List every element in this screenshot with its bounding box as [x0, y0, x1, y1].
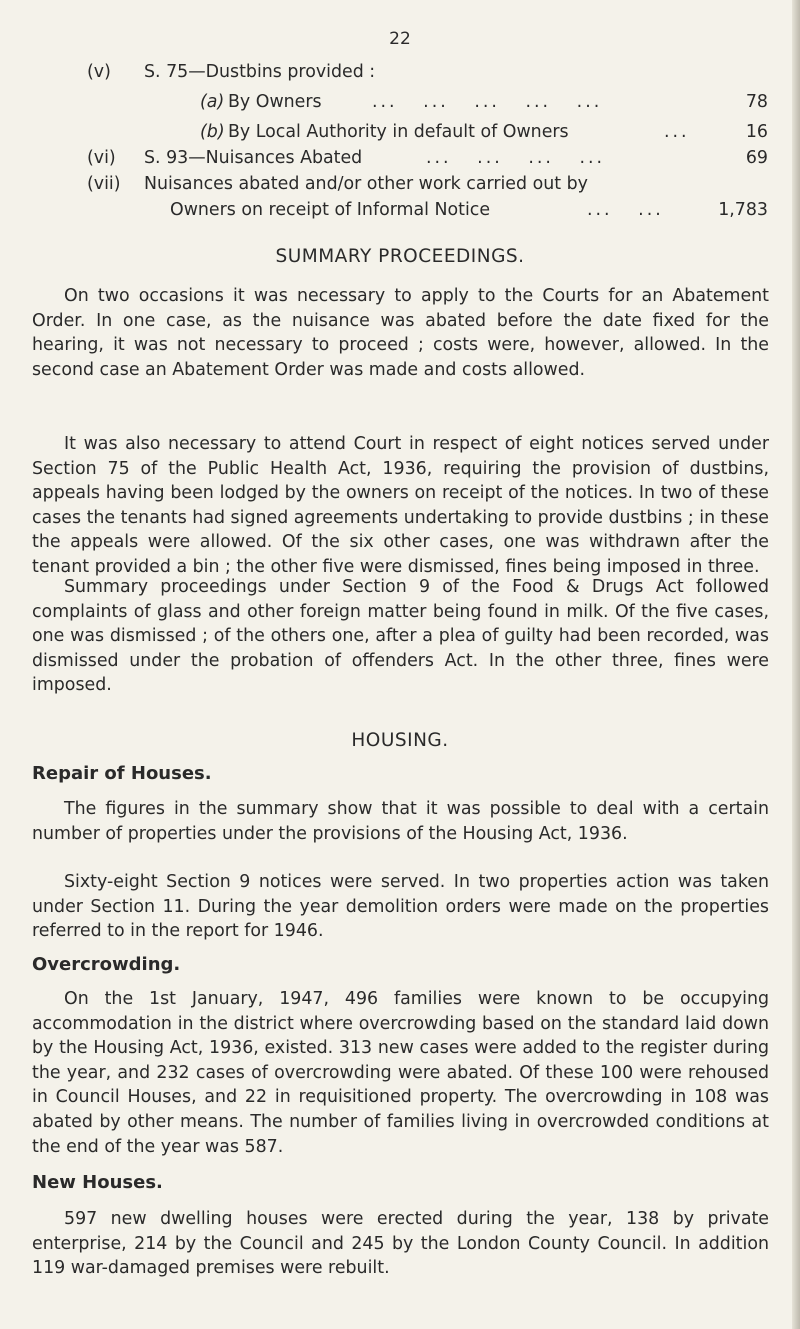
- item-value: 16: [745, 122, 768, 142]
- summary-heading: SUMMARY PROCEEDINGS.: [275, 246, 525, 267]
- item-number: (v): [87, 62, 111, 82]
- summary-paragraph-2: It was also necessary to attend Court in respect of eight notices served under Section 75 of the Public Health Act, 1936, requiring the provision of dustbins, appeals having been lodged by the owners on receipt of the notices. In two of these cases the tenants had signed agreements undertaking to provide dustbins ; in these the appeals were allowed. Of the six other cases, one was withdrawn after the tenant provided a bin ; the other five were dismissed, fines being imposed in three.: [32, 434, 769, 577]
- item-value: 1,783: [718, 200, 768, 220]
- summary-paragraph-1: On two occasions it was necessary to apply to the Courts for an Abatement Order. In one case, as the nuisance was abated before the date fixed for the hearing, it was not necessary to proceed ; costs were, however, allowed. In the second case an Abatement Order was made and costs allowed.: [32, 286, 769, 380]
- item-text: By Local Authority in default of Owners: [228, 122, 569, 142]
- housing-heading: HOUSING.: [351, 730, 449, 751]
- leader-dots: ... ...: [587, 200, 664, 220]
- item-number: (b): [200, 122, 225, 142]
- repair-paragraph-2: Sixty-eight Section 9 notices were served. In two properties action was taken under Section 11. During the year demolition orders were made on the properties referred to in the report for 1946.: [32, 872, 769, 942]
- page-number: 22: [389, 29, 411, 49]
- item-value: 78: [745, 92, 768, 112]
- item-number: (a): [200, 92, 225, 112]
- item-text: By Owners: [228, 92, 322, 112]
- leader-dots: ... ... ... ...: [426, 148, 606, 168]
- overcrowding-title: Overcrowding.: [32, 954, 181, 975]
- leader-dots: ... ... ... ... ...: [372, 92, 603, 112]
- leader-dots: ...: [664, 122, 690, 142]
- repair-of-houses-title: Repair of Houses.: [32, 763, 212, 784]
- item-number: (vii): [87, 174, 121, 194]
- item-text: S. 93—Nuisances Abated: [144, 148, 363, 168]
- summary-paragraph-3: Summary proceedings under Section 9 of the Food & Drugs Act followed complaints of glass and other foreign matter being found in milk. Of the five cases, one was dismissed ; of the others one, after a plea of guilty had been recorded, was dismissed under the probation of offenders Act. In the other three, fines were imposed.: [32, 577, 769, 696]
- new-houses-title: New Houses.: [32, 1172, 163, 1193]
- page-edge-shadow: [792, 0, 800, 1329]
- item-text: S. 75—Dustbins provided :: [144, 62, 376, 82]
- item-number: (vi): [87, 148, 116, 168]
- item-value: 69: [745, 148, 768, 168]
- repair-paragraph-1: The figures in the summary show that it was possible to deal with a certain number of properties under the provisions of the Housing Act, 1936.: [32, 799, 769, 844]
- item-text: Owners on receipt of Informal Notice: [170, 200, 491, 220]
- overcrowding-paragraph: On the 1st January, 1947, 496 families were known to be occupying accommodation in the district where overcrowding based on the standard laid down by the Housing Act, 1936, existed. 313 new cases were added to the register during the year, and 232 cases of overcrowding were abated. Of these 100 were rehoused in Council Houses, and 22 in requisitioned property. The overcrowding in 108 was abated by other means. The number of families living in overcrowded conditions at the end of the year was 587.: [32, 989, 769, 1157]
- new-houses-paragraph: 597 new dwelling houses were erected during the year, 138 by private enterprise, 214 by the Council and 245 by the London County Council. In addition 119 war-damaged premises were rebuilt.: [32, 1209, 769, 1279]
- item-text: Nuisances abated and/or other work carried out by: [144, 174, 588, 194]
